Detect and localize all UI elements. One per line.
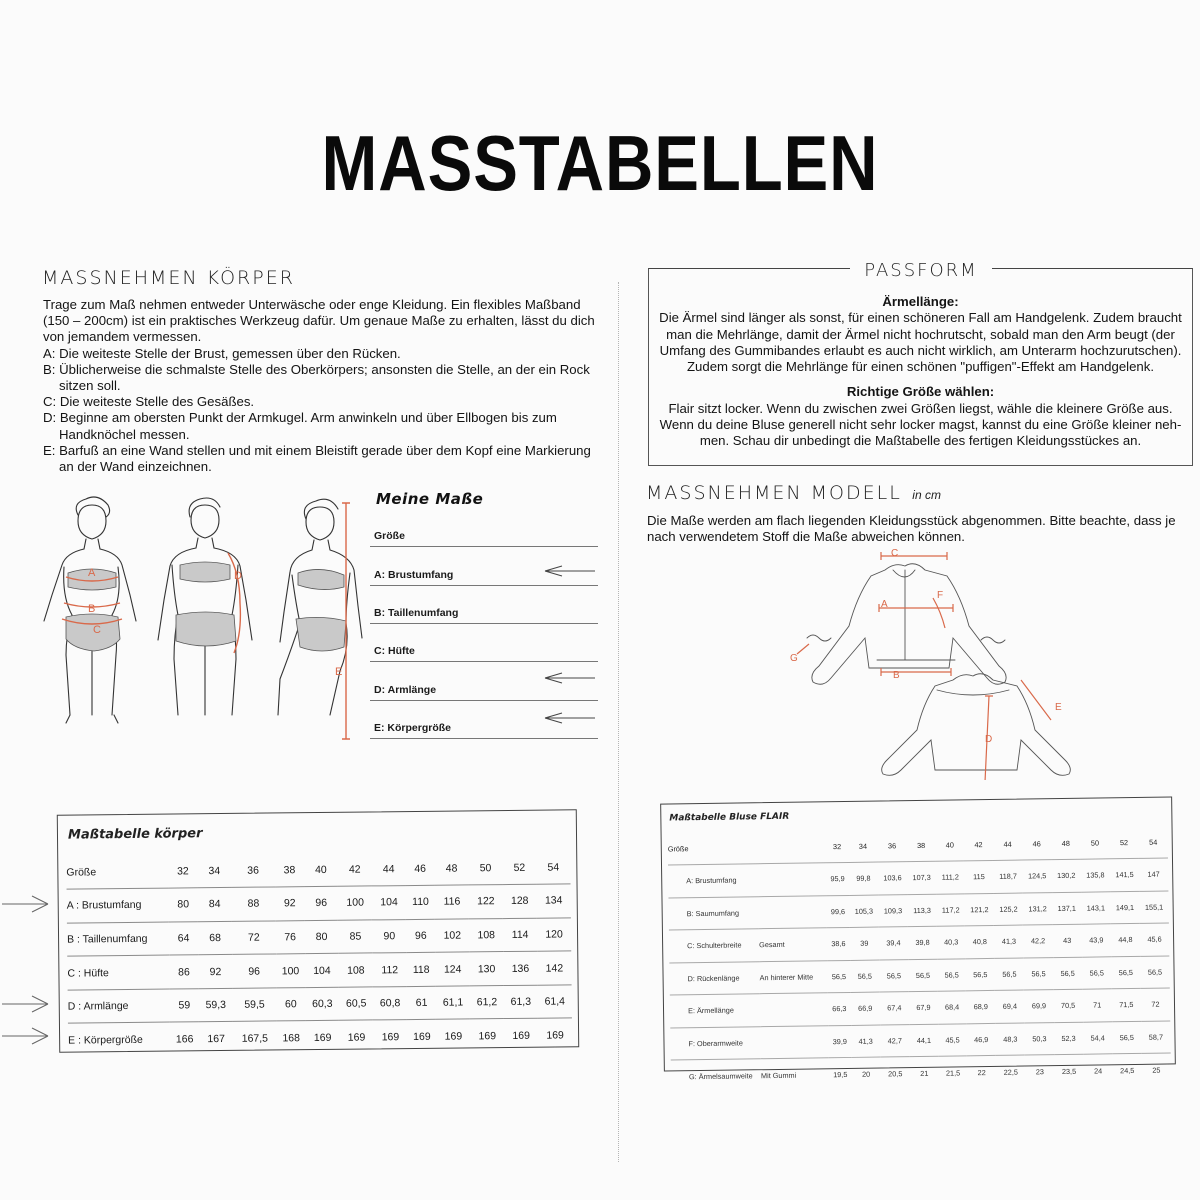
size-header: 42 [974, 839, 983, 849]
cell: 128 [503, 884, 537, 918]
item-d: D: Beginne am obersten Punkt der Armkugel. Arm anwinkeln und über Ellbogen bis zum [43, 410, 557, 426]
row-note [760, 993, 828, 1026]
size-header: 38 [917, 840, 926, 850]
size-header: 50 [1090, 837, 1100, 848]
cell: 45,6 [1140, 923, 1170, 956]
form-label-bust: A: Brustumfang [374, 569, 454, 581]
cell: 104 [305, 954, 339, 988]
cell: 71 [1082, 989, 1112, 1022]
form-label-size: Größe [374, 530, 405, 542]
cell: 48,3 [996, 1023, 1026, 1056]
cell: 169 [407, 1020, 436, 1054]
cell: 20 [851, 1057, 881, 1090]
figure-label-d: D [234, 570, 242, 582]
body-table-grid [66, 850, 572, 1057]
cell: 72 [232, 921, 276, 955]
cell: 56,5 [966, 958, 996, 991]
cell: 110 [406, 885, 435, 919]
table-row [67, 884, 571, 923]
cell: 92 [275, 887, 304, 921]
cell: 56,5 [1024, 957, 1054, 990]
intro-line: (150 – 200cm) ist ein praktisches Werkzeug dafür. Um genaue Maße zu erhalten, lässt du dich [43, 313, 595, 329]
cell: 25 [1142, 1053, 1172, 1086]
fit-text-line: men. Schau dir unbedingt die Maßtabelle des fertigen Kleidungsstückes an. [699, 433, 1142, 449]
row-note [760, 1025, 828, 1058]
blouse-illustration [785, 540, 1100, 780]
cell: 95,9 [826, 862, 849, 895]
size-header: 46 [414, 862, 427, 875]
item-b-cont: sitzen soll. [59, 378, 121, 394]
size-header: 52 [1119, 837, 1129, 847]
table-row [671, 1053, 1171, 1092]
cell: 50,3 [1025, 1022, 1055, 1055]
cell: 113,3 [907, 894, 937, 927]
cell: 169 [538, 1018, 572, 1052]
row-label: E : Körpergröße [68, 1023, 170, 1058]
form-label-waist: B: Taillenumfang [374, 607, 459, 619]
cell: 21 [910, 1056, 940, 1089]
fit-heading-size: Richtige Größe wählen: [846, 384, 995, 400]
cell: 103,6 [878, 862, 908, 895]
blouse-size-table [660, 796, 1176, 1081]
model-label-c: C [891, 548, 899, 559]
cell: 134 [537, 884, 571, 918]
size-header: 38 [283, 863, 296, 876]
size-header: 40 [314, 863, 327, 876]
row-note: An hinterer Mitte [759, 960, 827, 993]
form-line-size[interactable] [370, 546, 598, 547]
cell: 72 [1141, 988, 1171, 1021]
cell: 24,5 [1112, 1053, 1142, 1086]
cell: 61,2 [470, 985, 504, 1019]
row-note: Mit Gummi [761, 1058, 829, 1091]
cell: 56,5 [908, 959, 938, 992]
cell: 92 [198, 955, 232, 989]
fit-text-line: Wenn du deine Bluse generell nicht sehr locker magst, kannst du eine Größe kleiner neh- [659, 417, 1182, 433]
form-label-hip: C: Hüfte [374, 645, 415, 657]
cell: 108 [339, 953, 373, 987]
cell: 137,1 [1052, 892, 1082, 925]
cell: 39,8 [908, 926, 938, 959]
cell: 60,8 [373, 986, 407, 1020]
column-divider [618, 282, 619, 1162]
cell: 107,3 [907, 861, 937, 894]
cell: 66,3 [828, 992, 851, 1025]
cell: 59,5 [233, 988, 277, 1022]
cell: 111,2 [936, 861, 965, 894]
item-a: A: Die weiteste Stelle der Brust, gemessen über den Rücken. [43, 345, 401, 361]
cell: 56,5 [850, 960, 880, 993]
cell: 61,1 [436, 986, 470, 1020]
model-heading-wrap [646, 482, 941, 504]
cell: 56,5 [937, 958, 966, 991]
model-text-line: nach verwendetem Stoff die Maße abweichen können. [647, 529, 965, 545]
size-header: 40 [945, 839, 954, 850]
table-row [67, 918, 571, 957]
row-label: D: Rückenlänge [669, 961, 759, 995]
item-c: C: Die weiteste Stelle des Gesäßes. [43, 394, 255, 410]
cell: 84 [198, 887, 232, 921]
model-label-b: B [893, 670, 900, 681]
model-label-d: D [985, 734, 993, 745]
cell: 109,3 [878, 894, 908, 927]
fit-content [650, 294, 1191, 450]
cell: 116 [435, 885, 469, 919]
fit-text-line: man die Mehrlänge, damit der Ärmel nicht hochrutscht, sobald man den Arm beugt (der [666, 326, 1175, 342]
cell: 169 [436, 1019, 470, 1053]
cell: 96 [406, 919, 435, 953]
figure-label-a: A [88, 567, 96, 579]
cell: 56,5 [1140, 955, 1170, 988]
row-label: A: Brustumfang [668, 864, 758, 898]
body-measure-text [43, 297, 603, 475]
cell: 61,4 [538, 985, 572, 1019]
cell: 167,5 [233, 1021, 277, 1055]
cell: 56,5 [1112, 1021, 1142, 1054]
cell: 23 [1025, 1055, 1055, 1088]
cell: 22,5 [996, 1055, 1026, 1088]
row-label: E: Ärmellänge [670, 994, 760, 1028]
cell: 169 [373, 1020, 407, 1054]
table-row [68, 985, 572, 1024]
cell: 40,8 [965, 925, 995, 958]
cell: 149,1 [1110, 891, 1140, 924]
cell: 69,4 [995, 990, 1025, 1023]
cell: 76 [275, 920, 304, 954]
row-note [758, 895, 826, 928]
form-arrows [540, 560, 600, 730]
cell: 70,5 [1053, 989, 1083, 1022]
fit-heading-sleeve: Ärmellänge: [882, 294, 959, 309]
unit-label: in cm [912, 488, 941, 502]
cell: 112 [373, 953, 407, 987]
model-label-g: G [790, 653, 798, 664]
item-e: E: Barfuß an eine Wand stellen und mit einem Bleistift gerade über dem Kopf eine Markierung [43, 442, 591, 458]
cell: 130,2 [1051, 859, 1081, 892]
cell: 66,9 [850, 992, 880, 1025]
cell: 86 [169, 955, 198, 989]
cell: 168 [276, 1021, 305, 1055]
fit-text-line: Zudem sorgt die Mehrlänge für einen schönen "puffigen"-Effekt am Handgelenk. [686, 359, 1155, 375]
form-label-arm: D: Armlänge [374, 684, 437, 696]
cell: 125,2 [994, 893, 1024, 926]
intro-line: Trage zum Maß nehmen entweder Unterwäsche oder enge Kleidung. Ein flexibles Maßband [43, 297, 581, 312]
size-header: 32 [176, 864, 189, 878]
item-e-cont: an der Wand einzeichnen. [59, 459, 212, 475]
cell: 56,5 [1111, 956, 1141, 989]
cell: 117,2 [936, 893, 965, 926]
cell: 20,5 [880, 1057, 910, 1090]
cell: 167 [199, 1022, 233, 1056]
table-header-row [66, 850, 570, 889]
cell: 122 [469, 885, 503, 919]
row-label: B: Saumumfang [668, 896, 758, 930]
cell: 43 [1052, 924, 1082, 957]
row-label: G: Ärmelsaumweite [671, 1059, 761, 1093]
cell: 108 [469, 918, 503, 952]
cell: 80 [169, 888, 198, 922]
cell: 59 [170, 989, 199, 1023]
cell: 41,3 [851, 1025, 881, 1058]
cell: 136 [503, 951, 537, 985]
size-header: 54 [547, 861, 560, 874]
row-note [758, 863, 826, 896]
cell: 42,7 [880, 1024, 910, 1057]
row-label: D : Armlänge [68, 989, 170, 1024]
cell: 43,9 [1082, 924, 1112, 957]
cell: 44,8 [1111, 923, 1141, 956]
blouse-table-grid [668, 826, 1172, 1093]
cell: 39,4 [879, 927, 909, 960]
model-label-a: A [881, 599, 888, 610]
cell: 115 [964, 860, 994, 893]
row-label: C : Hüfte [67, 955, 169, 990]
table-row [67, 951, 571, 990]
body-measure-heading: MASSNEHMEN KÖRPER [42, 267, 295, 289]
fit-title: PASSFORM [864, 260, 978, 281]
cell: 102 [435, 919, 469, 953]
cell: 155,1 [1139, 890, 1169, 923]
cell: 56,5 [1053, 957, 1083, 990]
cell: 39 [850, 927, 880, 960]
cell: 147 [1139, 858, 1169, 891]
cell: 124 [436, 952, 470, 986]
row-label: B : Taillenumfang [67, 922, 169, 957]
cell: 120 [537, 918, 571, 952]
size-header: 48 [445, 862, 458, 875]
cell: 169 [504, 1019, 538, 1053]
cell: 54,4 [1083, 1021, 1113, 1054]
cell: 39,9 [828, 1025, 851, 1058]
cell: 69,9 [1024, 990, 1054, 1023]
cell: 21,5 [939, 1056, 968, 1089]
table-row [68, 1018, 572, 1057]
cell: 60 [276, 988, 305, 1022]
cell: 56,5 [1082, 956, 1112, 989]
cell: 22 [967, 1055, 997, 1088]
size-header: 36 [887, 840, 897, 850]
body-table-title: Maßtabelle körper [67, 826, 203, 843]
cell: 135,8 [1081, 859, 1111, 892]
size-header: 34 [208, 864, 221, 877]
cell: 143,1 [1081, 891, 1111, 924]
form-line-height[interactable] [370, 738, 598, 739]
cell: 68,9 [966, 990, 996, 1023]
size-header: 50 [479, 861, 492, 874]
cell: 67,9 [909, 991, 939, 1024]
cell: 105,3 [849, 895, 879, 928]
header-label: Größe [66, 865, 97, 879]
body-size-table [57, 809, 579, 1052]
cell: 40,3 [937, 926, 966, 959]
cell: 52,3 [1054, 1022, 1084, 1055]
cell: 42,2 [1023, 925, 1053, 958]
fit-text-line: Flair sitzt locker. Wenn du zwischen zwei Größen liegst, wähle die kleinere Größe aus. [668, 400, 1173, 416]
cell: 61 [407, 986, 436, 1020]
cell: 56,5 [995, 958, 1025, 991]
cell: 61,3 [504, 985, 538, 1019]
cell: 141,5 [1110, 858, 1140, 891]
cell: 114 [503, 918, 537, 952]
cell: 67,4 [880, 992, 910, 1025]
cell: 46,9 [966, 1023, 996, 1056]
row-label: A : Brustumfang [67, 888, 169, 923]
size-header: 42 [348, 863, 361, 876]
cell: 169 [470, 1019, 504, 1053]
cell: 60,5 [339, 987, 373, 1021]
size-header: 44 [382, 862, 395, 875]
cell: 104 [372, 886, 406, 920]
cell: 118 [406, 953, 435, 987]
cell: 68 [198, 921, 232, 955]
cell: 56,5 [879, 959, 909, 992]
figure-label-c: C [93, 624, 101, 636]
size-header: 44 [1003, 839, 1012, 849]
figure-label-e: E [335, 666, 343, 678]
cell: 41,3 [994, 925, 1024, 958]
cell: 23,5 [1054, 1054, 1084, 1087]
model-measure-heading: MASSNEHMEN MODELL [646, 482, 902, 504]
size-header: 46 [1032, 838, 1041, 848]
cell: 85 [338, 920, 372, 954]
size-header: 54 [1149, 837, 1158, 847]
cell: 24 [1083, 1054, 1113, 1087]
cell: 45,5 [938, 1023, 967, 1056]
cell: 64 [169, 921, 198, 955]
cell: 99,8 [849, 862, 879, 895]
cell: 124,5 [1022, 860, 1052, 893]
cell: 96 [304, 886, 338, 920]
cell: 99,6 [826, 895, 849, 928]
cell: 80 [304, 920, 338, 954]
cell: 118,7 [993, 860, 1023, 893]
cell: 166 [170, 1022, 199, 1056]
page-title: MASSTABELLEN [321, 119, 879, 207]
size-header: 34 [858, 841, 868, 851]
table-arrows [0, 888, 52, 1048]
header-label: Größe [667, 843, 689, 853]
cell: 60,3 [305, 987, 339, 1021]
cell: 131,2 [1023, 892, 1053, 925]
cell: 71,5 [1112, 988, 1142, 1021]
cell: 142 [537, 951, 571, 985]
cell: 100 [276, 954, 305, 988]
cell: 68,4 [938, 991, 967, 1024]
item-b: B: Üblicherweise die schmalste Stelle des Oberkörpers; ansonsten die Stelle, an der ein Rock [43, 361, 590, 377]
cell: 88 [231, 887, 275, 921]
cell: 96 [232, 954, 276, 988]
cell: 90 [372, 919, 406, 953]
cell: 44,1 [909, 1024, 939, 1057]
my-measurements-title: Meine Maße [376, 490, 484, 508]
figure-label-b: B [88, 603, 96, 615]
row-label: F: Oberarmweite [670, 1026, 760, 1060]
size-header: 32 [832, 841, 842, 851]
cell: 100 [338, 886, 372, 920]
intro-line: von jemandem vermessen. [43, 329, 202, 345]
body-figures-illustration [30, 495, 365, 740]
form-label-height: E: Körpergröße [374, 722, 452, 734]
cell: 169 [339, 1020, 373, 1054]
fit-text-line: Umfang des Gummibandes erlaubt es auch nicht wirklich, am Unterarm hochzurutschen). [659, 342, 1182, 358]
row-label: C: Schulterbreite [669, 929, 759, 963]
blouse-table-title: Maßtabelle Bluse FLAIR [669, 811, 790, 824]
size-header: 36 [247, 864, 260, 877]
cell: 19,5 [829, 1057, 852, 1090]
cell: 58,7 [1141, 1020, 1171, 1053]
size-header: 52 [513, 861, 526, 874]
cell: 56,5 [827, 960, 850, 993]
cell: 121,2 [965, 893, 995, 926]
model-text-line: Die Maße werden am flach liegenden Kleidungsstück abgenommen. Bitte beachte, dass je [647, 513, 1176, 528]
cell: 169 [306, 1021, 340, 1055]
cell: 38,6 [827, 927, 850, 960]
fit-text-line: Die Ärmel sind länger als sonst, für einen schöneren Fall am Handgelenk. Zudem braucht [659, 310, 1182, 326]
cell: 130 [469, 952, 503, 986]
model-label-e: E [1055, 702, 1062, 713]
item-d-cont: Handknöchel messen. [59, 426, 190, 442]
cell: 59,3 [199, 988, 233, 1022]
model-label-f: F [937, 590, 944, 601]
size-header: 48 [1061, 838, 1070, 848]
row-note: Gesamt [759, 928, 827, 961]
